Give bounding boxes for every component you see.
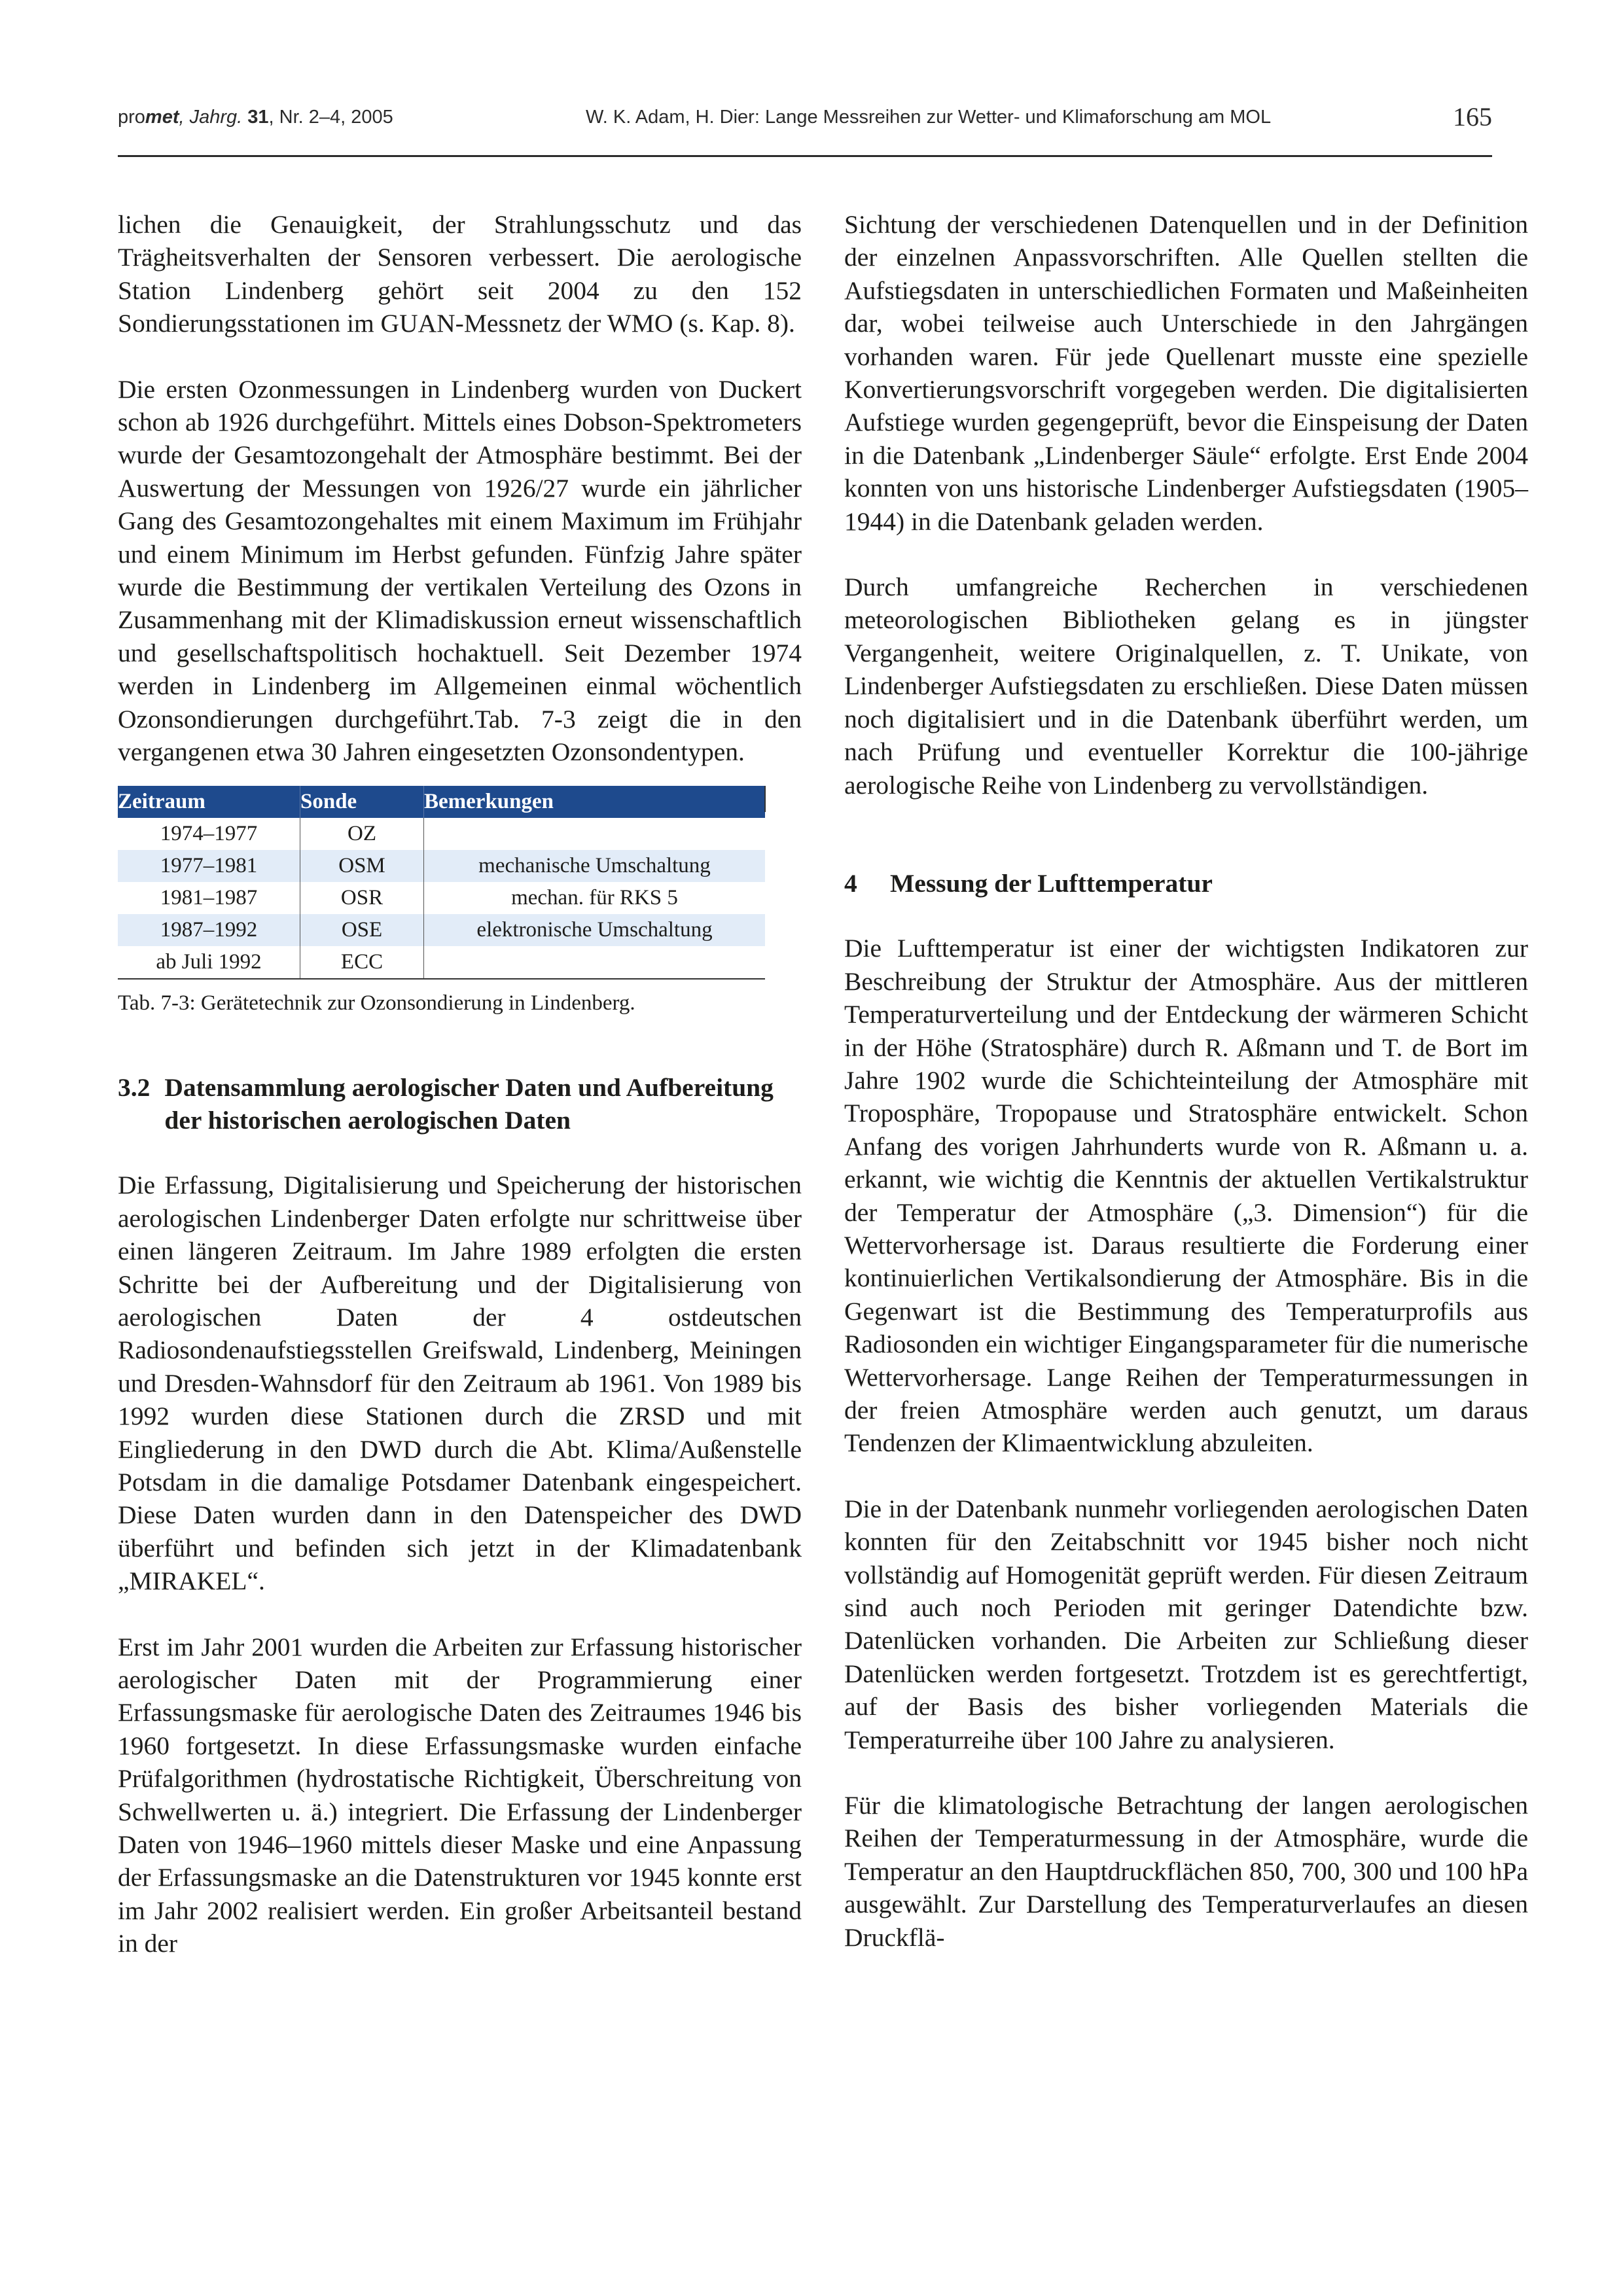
section-number: 4 (844, 868, 857, 898)
running-head-journal: promet, Jahrg. 31, Nr. 2–4, 2005 (118, 107, 393, 128)
table-cell: ab Juli 1992 (118, 946, 300, 979)
table-cell: OSR (300, 882, 424, 914)
table-cell (424, 946, 766, 979)
table-row (118, 850, 765, 882)
header-rule (118, 155, 1492, 157)
paragraph: lichen die Genauigkeit, der Strahlungsschutz und das Trägheitsverhalten der Sensoren verbessert. Die aerologische Station Lindenberg gehört seit 2004 zu den 152 Sondierungsstationen im GUAN-Messnetz der WMO (s. Kap. 8). (118, 210, 802, 338)
paragraph: Erst im Jahr 2001 wurden die Arbeiten zur Erfassung historischer aerologischer Daten mit der Programmierung einer Erfassungsmaske für aerologische Daten des Zeitraumes 1946 bis 1960 fortgesetzt. In diese Erfassungsmaske wurden einfache Prüfalgorithmen (hydrostatische Richtigkeit, Überschreitung von Schwellwerten u. ä.) integriert. Die Erfassung der Lindenberger Daten von 1946–1960 mittels dieser Maske und eine Anpassung der Erfassungsmaske an die Datenstrukturen vor 1945 konnte erst im Jahr 2002 realisiert werden. Ein großer Arbeitsanteil bestand in der (118, 1632, 802, 1958)
table-cell: 1981–1987 (160, 885, 258, 910)
paragraph: Die in der Datenbank nunmehr vorliegenden aerologischen Daten konnten für den Zeitabschnitt vor 1945 bisher noch nicht vollständig auf Homogenität geprüft werden. Für diesen Zeitraum sind auch noch Perioden mit geringer Datendichte bzw. Datenlücken vorhanden. Die Arbeiten zur Schließung dieser Datenlücken werden fortgesetzt. Trotzdem ist es gerechtfertigt, auf der Basis des bisher vorliegenden Materials die Temperaturreihe über 100 Jahre zu analysieren. (844, 1494, 1528, 1754)
table-cell: OSE (300, 914, 424, 946)
table-cell: OZ (300, 818, 424, 850)
table-cell: 1974–1977 (160, 821, 258, 845)
table-cell: mechan. für RKS 5 (424, 882, 766, 914)
table-cell: mechanische Umschaltung (424, 850, 766, 882)
table-caption: Tab. 7-3: Gerätetechnik zur Ozonsondierung in Lindenberg. (118, 991, 635, 1015)
table-header: Sonde (300, 786, 424, 818)
table-row (118, 818, 765, 850)
paragraph: Die ersten Ozonmessungen in Lindenberg wurden von Duckert schon ab 1926 durchgeführt. Mittels eines Dobson-Spektrometers wurde der Gesamtozongehalt der Atmosphäre bestimmt. Bei der Auswertung der Messungen von 1926/27 wurde ein jährlicher Gang des Gesamtozongehaltes mit einem Maximum im Frühjahr und einem Minimum im Herbst gefunden. Fünfzig Jahre später wurde die Bestimmung der vertikalen Verteilung des Ozons in Zusammenhang mit der Klimadiskussion erneut wissenschaftlich und gesellschaftspolitisch hochaktuell. Seit Dezember 1974 werden in Lindenberg im Allgemeinen einmal wöchentlich Ozonsondierungen durchgeführt.Tab. 7-3 zeigt die in den vergangenen etwa 30 Jahren eingesetzten Ozonsondentypen. (118, 374, 802, 767)
left-column (118, 208, 802, 1993)
table-cell: OSM (300, 850, 424, 882)
right-column (844, 208, 1528, 1987)
ozone-sonde-table (118, 786, 765, 980)
section-title: Datensammlung aerologischer Daten und Aufbereitung der historischen aerologischen Daten (164, 1072, 774, 1135)
running-head-title: W. K. Adam, H. Dier: Lange Messreihen zur Wetter- und Klimaforschung am MOL (586, 107, 1272, 128)
table-header: Zeitraum (118, 786, 300, 818)
table-row (118, 914, 765, 946)
table-header: Bemerkungen (424, 786, 766, 818)
table-cell: 1977–1981 (118, 850, 300, 882)
table-cell: ECC (300, 946, 424, 979)
section-heading-3-2 (118, 1071, 802, 1137)
ozone-sonde-table-wrapper (118, 786, 802, 980)
section-heading-4 (844, 867, 1528, 900)
section-number: 3.2 (118, 1072, 151, 1102)
table-cell: 1987–1992 (118, 914, 300, 946)
table-cell: elektronische Umschaltung (424, 914, 766, 946)
table-row (118, 946, 765, 979)
paragraph: Sichtung der verschiedenen Datenquellen und in der Definition der einzelnen Anpassvorschriften. Alle Quellen stellten die Aufstiegsdaten in unterschiedlichen Formaten und Maßeinheiten dar, wobei teilweise auch Unterschiede in den Jahrgängen vorhanden waren. Für jede Quellenart musste eine spezielle Konvertierungsvorschrift vorgegeben werden. Die digitalisierten Aufstiege wurden gegengeprüft, bevor die Einspeisung der Daten in die Datenbank „Lindenberger Säule“ erfolgte. Erst Ende 2004 konnten von uns historische Lindenberger Aufstiegsdaten (1905–1944) in die Datenbank geladen werden. (844, 210, 1528, 536)
table-cell (424, 818, 766, 850)
paragraph: Für die klimatologische Betrachtung der langen aerologischen Reihen der Temperaturmessung in der Atmosphäre, wurde die Temperatur an den Hauptdruckflächen 850, 700, 300 und 100 hPa ausgewählt. Zur Darstellung des Temperaturverlaufes an diesen Druckflä- (844, 1791, 1528, 1952)
paragraph: Die Lufttemperatur ist einer der wichtigsten Indikatoren zur Beschreibung der Struktur der Atmosphäre. Aus der mittleren Temperaturverteilung und der Entdeckung der wärmeren Schicht in der Höhe (Stratosphäre) durch R. Aßmann und T. de Bort im Jahre 1902 wurde die Schichteinteilung der Atmosphäre mit Troposphäre, Tropopause und Stratosphäre entwickelt. Schon Anfang des vorigen Jahrhunderts wurde von R. Aßmann u. a. erkannt, wie wichtig die Kenntnis der aktuellen Vertikalstruktur der Temperatur der Atmosphäre („3. Dimension“) für die Wettervorhersage ist. Daraus resultierte die Forderung einer kontinuierlichen Vertikalsondierung der Atmosphäre. Bis in die Gegenwart ist die Bestimmung des Temperaturprofils aus Radiosonden ein wichtiger Eingangsparameter für die numerische Wettervorhersage. Lange Reihen der Temperaturmessungen in der freien Atmosphäre werden auch genutzt, um daraus Tendenzen der Klimaentwicklung abzuleiten. (844, 934, 1528, 1458)
paragraph: Durch umfangreiche Recherchen in verschiedenen meteorologischen Bibliotheken gelang es in jüngster Vergangenheit, weitere Originalquellen, z. T. Unikate, von Lindenberger Aufstiegsdaten zu erschließen. Diese Daten müssen noch digitalisiert und in die Datenbank überführt werden, um nach Prüfung und eventueller Korrektur die 100-jährige aerologische Reihe von Lindenberg zu vervollständigen. (844, 573, 1528, 800)
paragraph: Die Erfassung, Digitalisierung und Speicherung der historischen aerologischen Lindenberger Daten erfolgte nur schrittweise über einen längeren Zeitraum. Im Jahre 1989 erfolgten die ersten Schritte bei der Aufbereitung und der Digitalisierung von aerologischen Daten der 4 ostdeutschen Radiosondenaufstiegsstellen Greifswald, Lindenberg, Meiningen und Dresden-Wahnsdorf für den Zeitraum ab 1961. Von 1989 bis 1992 wurden diese Stationen durch die ZRSD und mit Eingliederung in den DWD durch die Abt. Klima/Außenstelle Potsdam in die damalige Potsdamer Datenbank eingespeichert. Diese Daten wurden dann in den Datenspeicher des DWD überführt und befinden sich jetzt in der Klimadatenbank „MIRAKEL“. (118, 1171, 802, 1596)
table-row (118, 882, 765, 914)
page-number: 165 (1453, 102, 1492, 132)
section-title: Messung der Lufttemperatur (890, 868, 1213, 898)
